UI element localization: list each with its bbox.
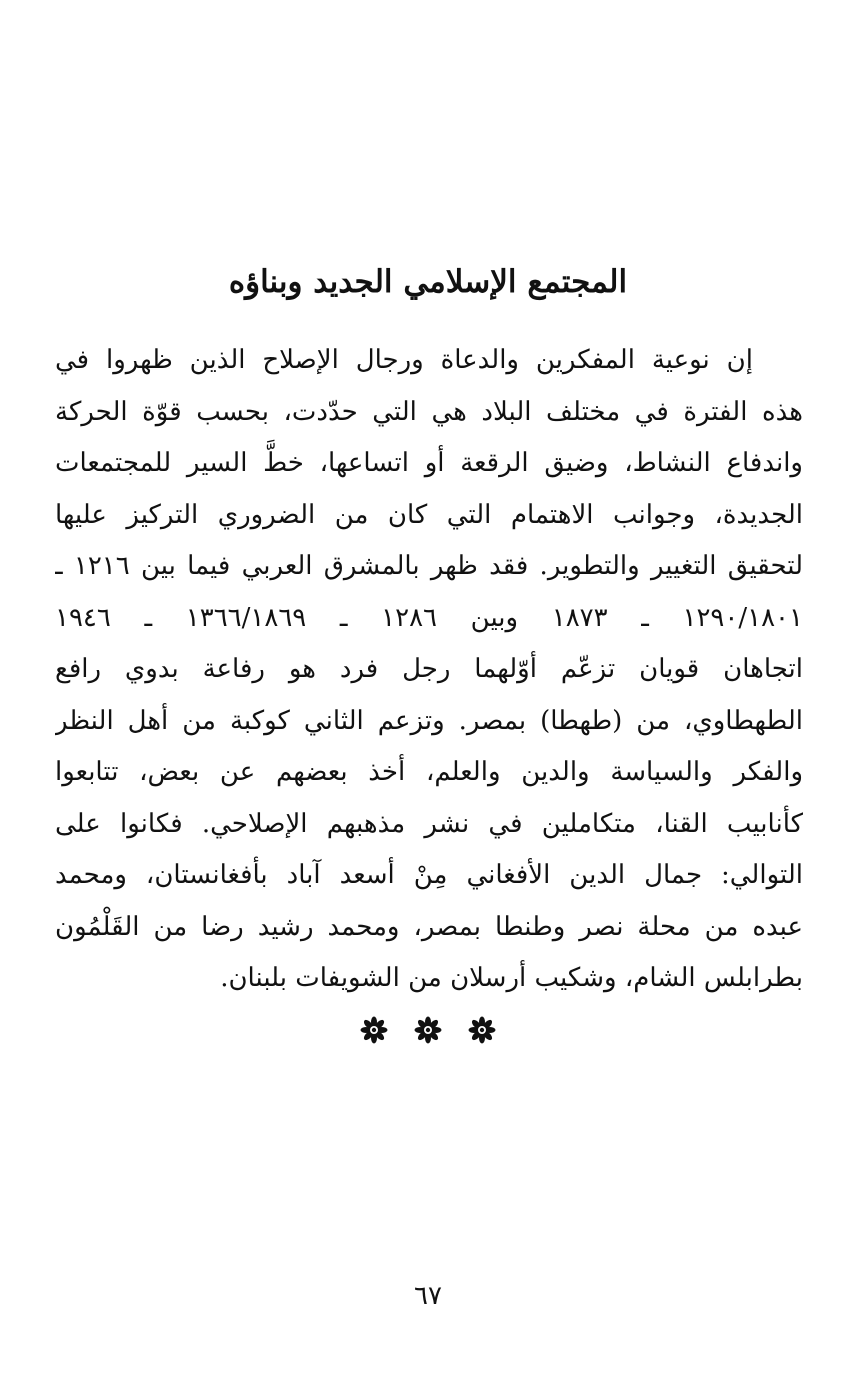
page-number: ٦٧ xyxy=(414,1281,442,1311)
floral-asterisk-icon xyxy=(414,1016,442,1044)
paragraph-line: عبده من محلة نصر وطنطا بمصر، ومحمد رشيد رضا من القَلْمُون xyxy=(55,911,803,942)
paragraph-line: اتجاهان قويان تزعّم أوّلهما رجل فرد هو رفاعة بدوي رافع xyxy=(55,654,803,684)
paragraph-line: بطرابلس الشام، وشكيب أرسلان من الشويفات بلبنان. xyxy=(220,963,803,993)
section-divider xyxy=(0,1016,856,1044)
body-paragraph xyxy=(55,335,803,1005)
paragraph-line: لتحقيق التغيير والتطوير. فقد ظهر بالمشرق العربي فيما بين ١٢١٦ ـ xyxy=(55,551,803,581)
floral-asterisk-icon xyxy=(360,1016,388,1044)
paragraph-line: الطهطاوي، من (طهطا) بمصر. وتزعم الثاني كوكبة من أهل النظر xyxy=(55,705,803,736)
paragraph-line: كأنابيب القنا، متكاملين في نشر مذهبهم الإصلاحي. فكانوا على xyxy=(55,808,803,839)
paragraph-line: واندفاع النشاط، وضيق الرقعة أو اتساعها، خطَّ السير للمجتمعات xyxy=(55,448,803,478)
floral-asterisk-icon xyxy=(468,1016,496,1044)
paragraph-line: الجديدة، وجوانب الاهتمام التي كان من الضروري التركيز عليها xyxy=(55,499,803,530)
paragraph-line: ١٢٩٠/١٨٠١ ـ ١٨٧٣ وبين ١٢٨٦ ـ ١٣٦٦/١٨٦٩ ـ ١٩٤٦ xyxy=(55,602,803,633)
paragraph-line: هذه الفترة في مختلف البلاد هي التي حدّدت، بحسب قوّة الحركة xyxy=(55,396,803,427)
paragraph-line: إن نوعية المفكرين والدعاة ورجال الإصلاح الذين ظهروا في xyxy=(55,345,753,375)
paragraph-line: التوالي: جمال الدين الأفغاني مِنْ أسعد آباد بأفغانستان، ومحمد xyxy=(55,860,803,890)
paragraph-line: والفكر والسياسة والدين والعلم، أخذ بعضهم عن بعض، تتابعوا xyxy=(55,757,803,787)
chapter-heading: المجتمع الإسلامي الجديد وبناؤه xyxy=(228,263,628,300)
